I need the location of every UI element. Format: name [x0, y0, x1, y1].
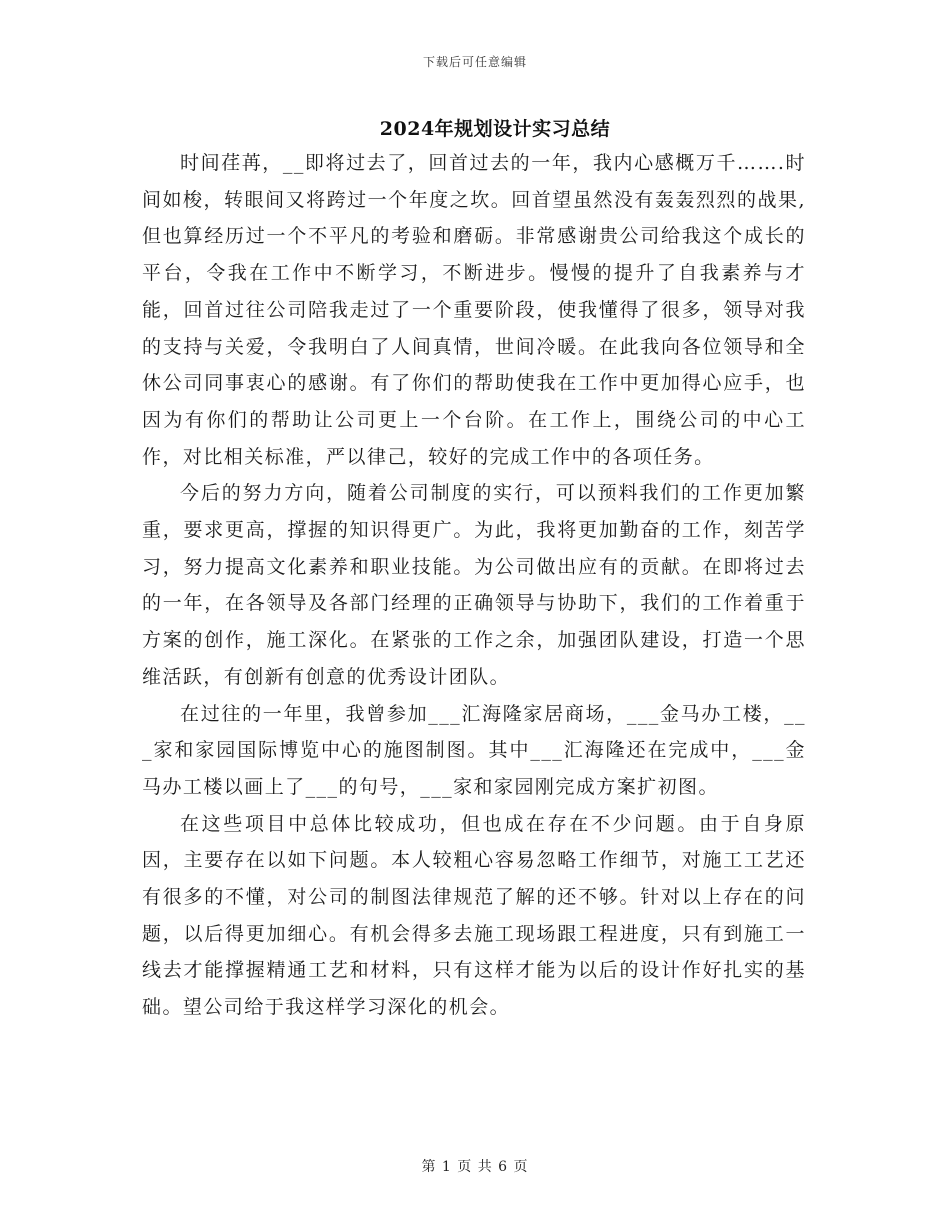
paragraph-4: 在这些项目中总体比较成功，但也成在存在不少问题。由于自身原因，主要存在以如下问题。本人较粗心容易忽略工作细节，对施工工艺还有很多的不懂，对公司的制图法律规范了解的还不够。针对以上存在的问题，以后得更加细心。有机会得多去施工现场跟工程进度，只有到施工一线去才能撑握精通工艺和材料，只有这样才能为以后的设计作好扎实的基础。望公司给于我这样学习深化的机会。 [142, 812, 806, 1019]
document-title: 2024年规划设计实习总结 [379, 118, 611, 140]
document-body [142, 145, 806, 1026]
paragraph-1: 时间荏苒，__即将过去了，回首过去的一年，我内心感概万千…….时间如梭，转眼间又将跨过一个年度之坎。回首望虽然没有轰轰烈烈的战果,但也算经历过一个不平凡的考验和磨砺。非常感谢贵公司给我这个成长的平台，令我在工作中不断学习，不断进步。慢慢的提升了自我素养与才能，回首过往公司陪我走过了一个重要阶段，使我懂得了很多，领导对我的支持与关爱，令我明白了人间真情，世间冷暖。在此我向各位领导和全休公司同事衷心的感谢。有了你们的帮助使我在工作中更加得心应手，也因为有你们的帮助让公司更上一个台阶。在工作上，围绕公司的中心工作，对比相关标准，严以律己，较好的完成工作中的各项任务。 [142, 152, 806, 468]
page-number: 第 1 页 共 6 页 [421, 1159, 529, 1175]
paragraph-2: 今后的努力方向，随着公司制度的实行，可以预料我们的工作更加繁重，要求更高，撑握的知识得更广。为此，我将更加勤奋的工作，刻苦学习，努力提高文化素养和职业技能。为公司做出应有的贡献。在即将过去的一年，在各领导及各部门经理的正确领导与协助下，我们的工作着重于方案的创作，施工深化。在紧张的工作之余，加强团队建设，打造一个思维活跃，有创新有创意的优秀设计团队。 [142, 482, 806, 688]
header-note: 下载后可任意编辑 [422, 55, 527, 69]
paragraph-3: 在过往的一年里，我曾参加___汇海隆家居商场，___金马办工楼，___家和家园国际博览中心的施图制图。其中___汇海隆还在完成中，___金马办工楼以画上了___的句号，___家和家园刚完成方案扩初图。 [142, 702, 806, 798]
